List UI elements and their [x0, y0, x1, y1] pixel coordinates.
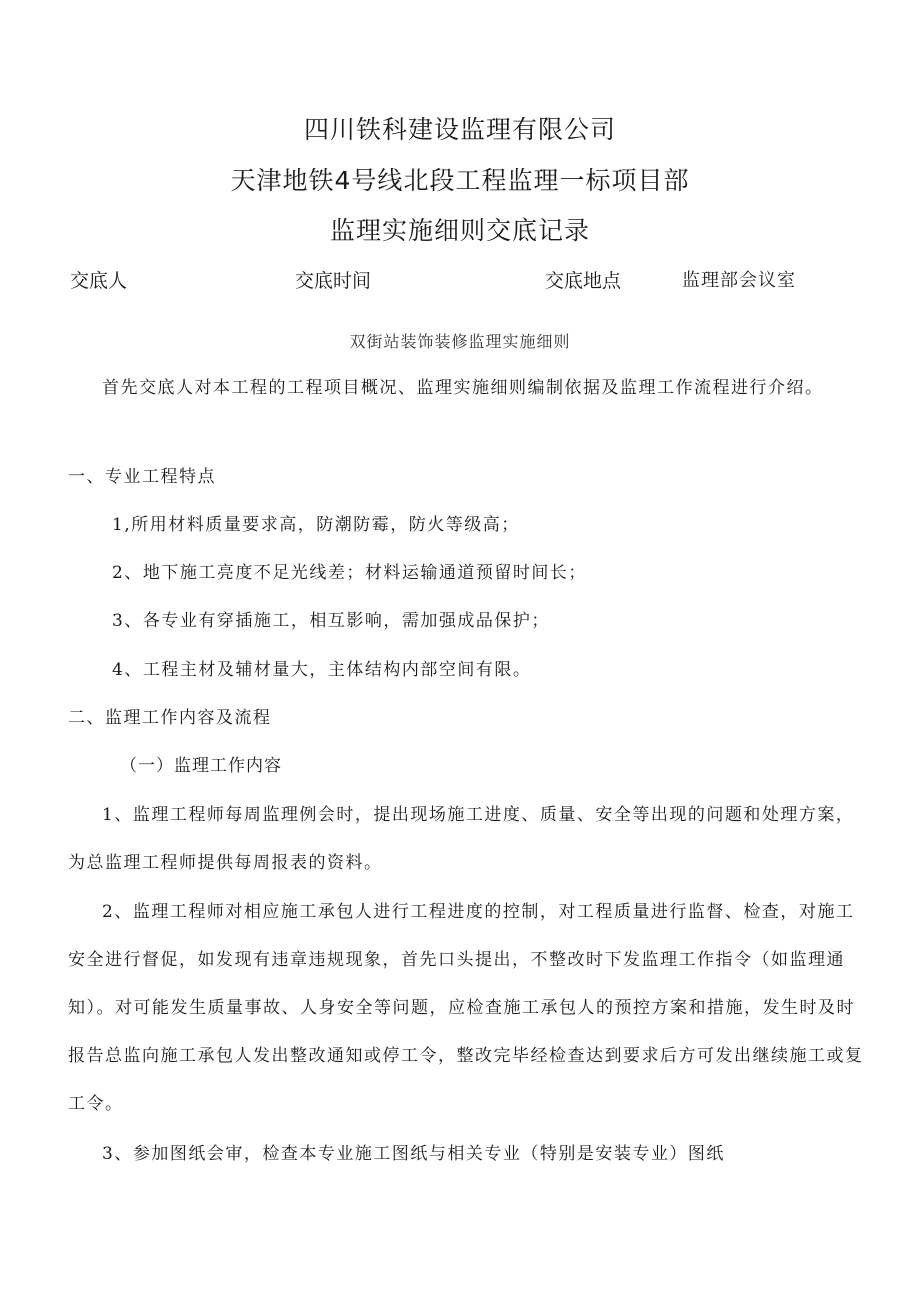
presenter-label: 交底人	[70, 270, 128, 292]
project-title: 天津地铁4号线北段工程监理一标项目部	[230, 166, 690, 195]
company-title: 四川铁科建设监理有限公司	[303, 115, 616, 144]
feature-item-4: 4、工程主材及辅材量大，主体结构内部空间有限。	[112, 660, 532, 680]
work-paragraph-3: 3、参加图纸会审，检查本专业施工图纸与相关专业（特别是安装专业）图纸	[102, 1144, 725, 1164]
feature-item-2: 2、地下施工亮度不足光线差；材料运输通道预留时间长；	[112, 563, 587, 583]
feature-item-1: 1,所用材料质量要求高，防潮防霉，防火等级高；	[112, 515, 520, 535]
location-label: 交底地点	[545, 270, 622, 292]
section-2-sub-heading: （一）监理工作内容	[120, 756, 282, 776]
feature-item-3: 3、各专业有穿插施工，相互影响，需加强成品保护；	[112, 611, 550, 631]
time-label: 交底时间	[295, 270, 372, 292]
location-value: 监理部会议室	[682, 270, 796, 291]
record-title: 监理实施细则交底记录	[329, 216, 590, 245]
section-1-heading: 一、专业工程特点	[68, 467, 216, 487]
document-name: 双街站装饰装修监理实施细则	[349, 332, 571, 351]
work-paragraph-1: 1、监理工程师每周监理例会时，提出现场施工进度、质量、安全等出现的问题和处理方案，为总监理工程师提供每周报表的资料。	[68, 805, 855, 873]
work-paragraph-2: 2、监理工程师对相应施工承包人进行工程进度的控制，对工程质量进行监督、检查，对施工安全进行督促，如发现有违章违规现象，首先口头提出，不整改时下发监理工作指令（如监理通知）。对可能发生质量事故、人身安全等问题，应检查施工承包人的预控方案和措施，发生时及时报告总监向施工承包人发出整改通知或停工令，整改完毕经检查达到要求后方可发出继续施工或复工令。	[68, 902, 864, 1114]
section-2-heading: 二、监理工作内容及流程	[68, 708, 272, 728]
intro-paragraph: 首先交底人对本工程的工程项目概况、监理实施细则编制依据及监理工作流程进行介绍。	[102, 378, 824, 398]
